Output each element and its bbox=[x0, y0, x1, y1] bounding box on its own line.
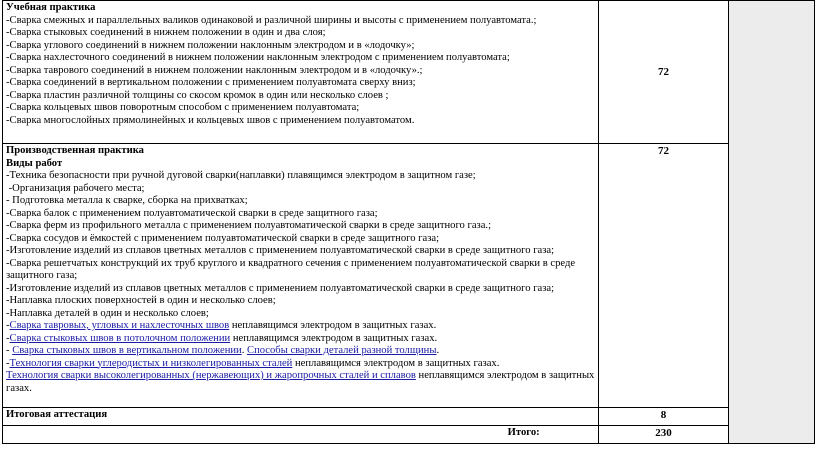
list-item: -Сварка сосудов и ёмкостей с применением полуавтоматической сварки в среде защитного газа; bbox=[6, 232, 440, 244]
link-line-prefix: - bbox=[6, 357, 10, 369]
list-item: -Сварка нахлесточного соединений в нижнем положении наклонным электродом с применением полуавтомата; bbox=[6, 52, 510, 63]
total-hours: 230 bbox=[598, 426, 729, 444]
table-row-proizvodstvennaya bbox=[3, 144, 815, 408]
list-item: -Изготовление изделий из сплавов цветных металлов с применением полуавтоматической сварки в среде защитного газа; bbox=[6, 282, 555, 294]
link-potolochnoe-svarka[interactable]: Сварка стыковых швов в потолочном положении bbox=[9, 332, 231, 344]
link-vysokolegirovannye-stali[interactable]: Технология сварки высоколегированных (нержавеющих) и жаропрочных сталей и сплавов bbox=[6, 370, 416, 381]
list-item: -Сварка соединений в вертикальном положении с применением полуавтомата сверху вниз; bbox=[6, 77, 416, 88]
curriculum-table bbox=[2, 0, 815, 444]
list-item: -Сварка многослойных прямолинейных и кольцевых швов с применением полуавтоматом. bbox=[6, 114, 415, 126]
proizvodstvennaya-subtitle: Виды работ bbox=[6, 157, 63, 169]
link-line-suffix: . bbox=[436, 345, 440, 356]
list-item: -Наплавка деталей в один и несколько слоев; bbox=[6, 307, 209, 319]
list-item: -Сварка кольцевых швов поворотным способом с применением полуавтомата; bbox=[6, 102, 360, 113]
list-item: -Сварка углового соединений в нижнем положении наклонным электродом и в «лодочку»; bbox=[6, 39, 415, 51]
link-line bbox=[6, 345, 595, 358]
attestation-label: Итоговая аттестация bbox=[3, 408, 599, 426]
list-item: -Сварка ферм из профильного металла с применением полуавтоматической сварки в среде защитного газа.; bbox=[6, 220, 492, 231]
link-line-suffix: неплавящимся электродом в защитных газах. bbox=[6, 370, 595, 394]
list-item: -Сварка пластин различной толщины со скосом кромок в один или несколько слоев ; bbox=[6, 89, 389, 101]
list-item: -Сварка смежных и параллельных валиков одинаковой и различной ширины и высоты с применением полуавтомата.; bbox=[6, 14, 537, 26]
link-tavrovye-svarka[interactable]: Сварка тавровых, угловых и нахлесточных швов bbox=[9, 320, 230, 331]
list-item: -Техника безопасности при ручной дуговой сварки(наплавки) плавящимся электродом в защитном газе; bbox=[6, 170, 476, 181]
list-item: -Наплавка плоских поверхностей в один и несколько слоев; bbox=[6, 295, 276, 306]
list-item: -Организация рабочего места; bbox=[6, 182, 145, 194]
proizvodstvennaya-hours: 72 bbox=[598, 144, 729, 408]
link-line-prefix: - bbox=[6, 345, 13, 356]
link-raznaya-tolshchina[interactable]: Способы сварки деталей разной толщины bbox=[247, 345, 437, 356]
uchebnaya-title: Учебная практика bbox=[6, 2, 96, 13]
link-line-suffix: неплавящимся электродом в защитных газах. bbox=[292, 357, 500, 369]
list-item: -Изготовление изделий из сплавов цветных металлов с применением полуавтоматической сварки в среде защитного газа; bbox=[6, 245, 555, 256]
link-line-suffix: неплавящимся электродом в защитных газах. bbox=[229, 320, 437, 331]
table-row-total bbox=[3, 426, 815, 444]
uchebnaya-content-cell bbox=[3, 1, 599, 144]
proizvodstvennaya-title: Производственная практика bbox=[6, 145, 144, 156]
link-uglerodistye-stali[interactable]: Технология сварки углеродистых и низколегированных сталей bbox=[9, 357, 293, 369]
link-line bbox=[6, 370, 595, 395]
link-line-separator: . bbox=[241, 345, 248, 356]
total-label: Итого: bbox=[3, 426, 599, 444]
attestation-hours: 8 bbox=[598, 408, 729, 426]
proizvodstvennaya-content-cell bbox=[3, 144, 599, 408]
link-line bbox=[6, 333, 595, 346]
link-line bbox=[6, 320, 595, 333]
list-item: -Сварка решетчатых конструкций их труб круглого и квадратного сечения с применением полуавтоматической сварки в среде защитного газа; bbox=[6, 257, 576, 281]
link-vertikalnoe-svarka[interactable]: Сварка стыковых швов в вертикальном положении bbox=[12, 345, 242, 356]
uchebnaya-hours: 72 bbox=[598, 1, 729, 144]
link-line-prefix: - bbox=[6, 320, 10, 331]
link-line-prefix: - bbox=[6, 332, 10, 344]
list-item: -Сварка стыковых соединений в нижнем положении в один и два слоя; bbox=[6, 27, 326, 38]
list-item: -Сварка балок с применением полуавтоматической сварки в среде защитного газа; bbox=[6, 207, 378, 219]
link-line-suffix: неплавящимся электродом в защитных газах. bbox=[230, 332, 438, 344]
list-item: -Сварка таврового соединений в нижнем положении наклонным электродом и в «лодочку».; bbox=[6, 64, 423, 76]
list-item: - Подготовка металла к сварке, сборка на прихватках; bbox=[6, 195, 248, 206]
table-row-attestation bbox=[3, 408, 815, 426]
spacer bbox=[6, 395, 595, 407]
table-row-uchebnaya bbox=[3, 1, 815, 144]
side-shaded-column bbox=[729, 1, 815, 444]
link-line bbox=[6, 358, 595, 371]
